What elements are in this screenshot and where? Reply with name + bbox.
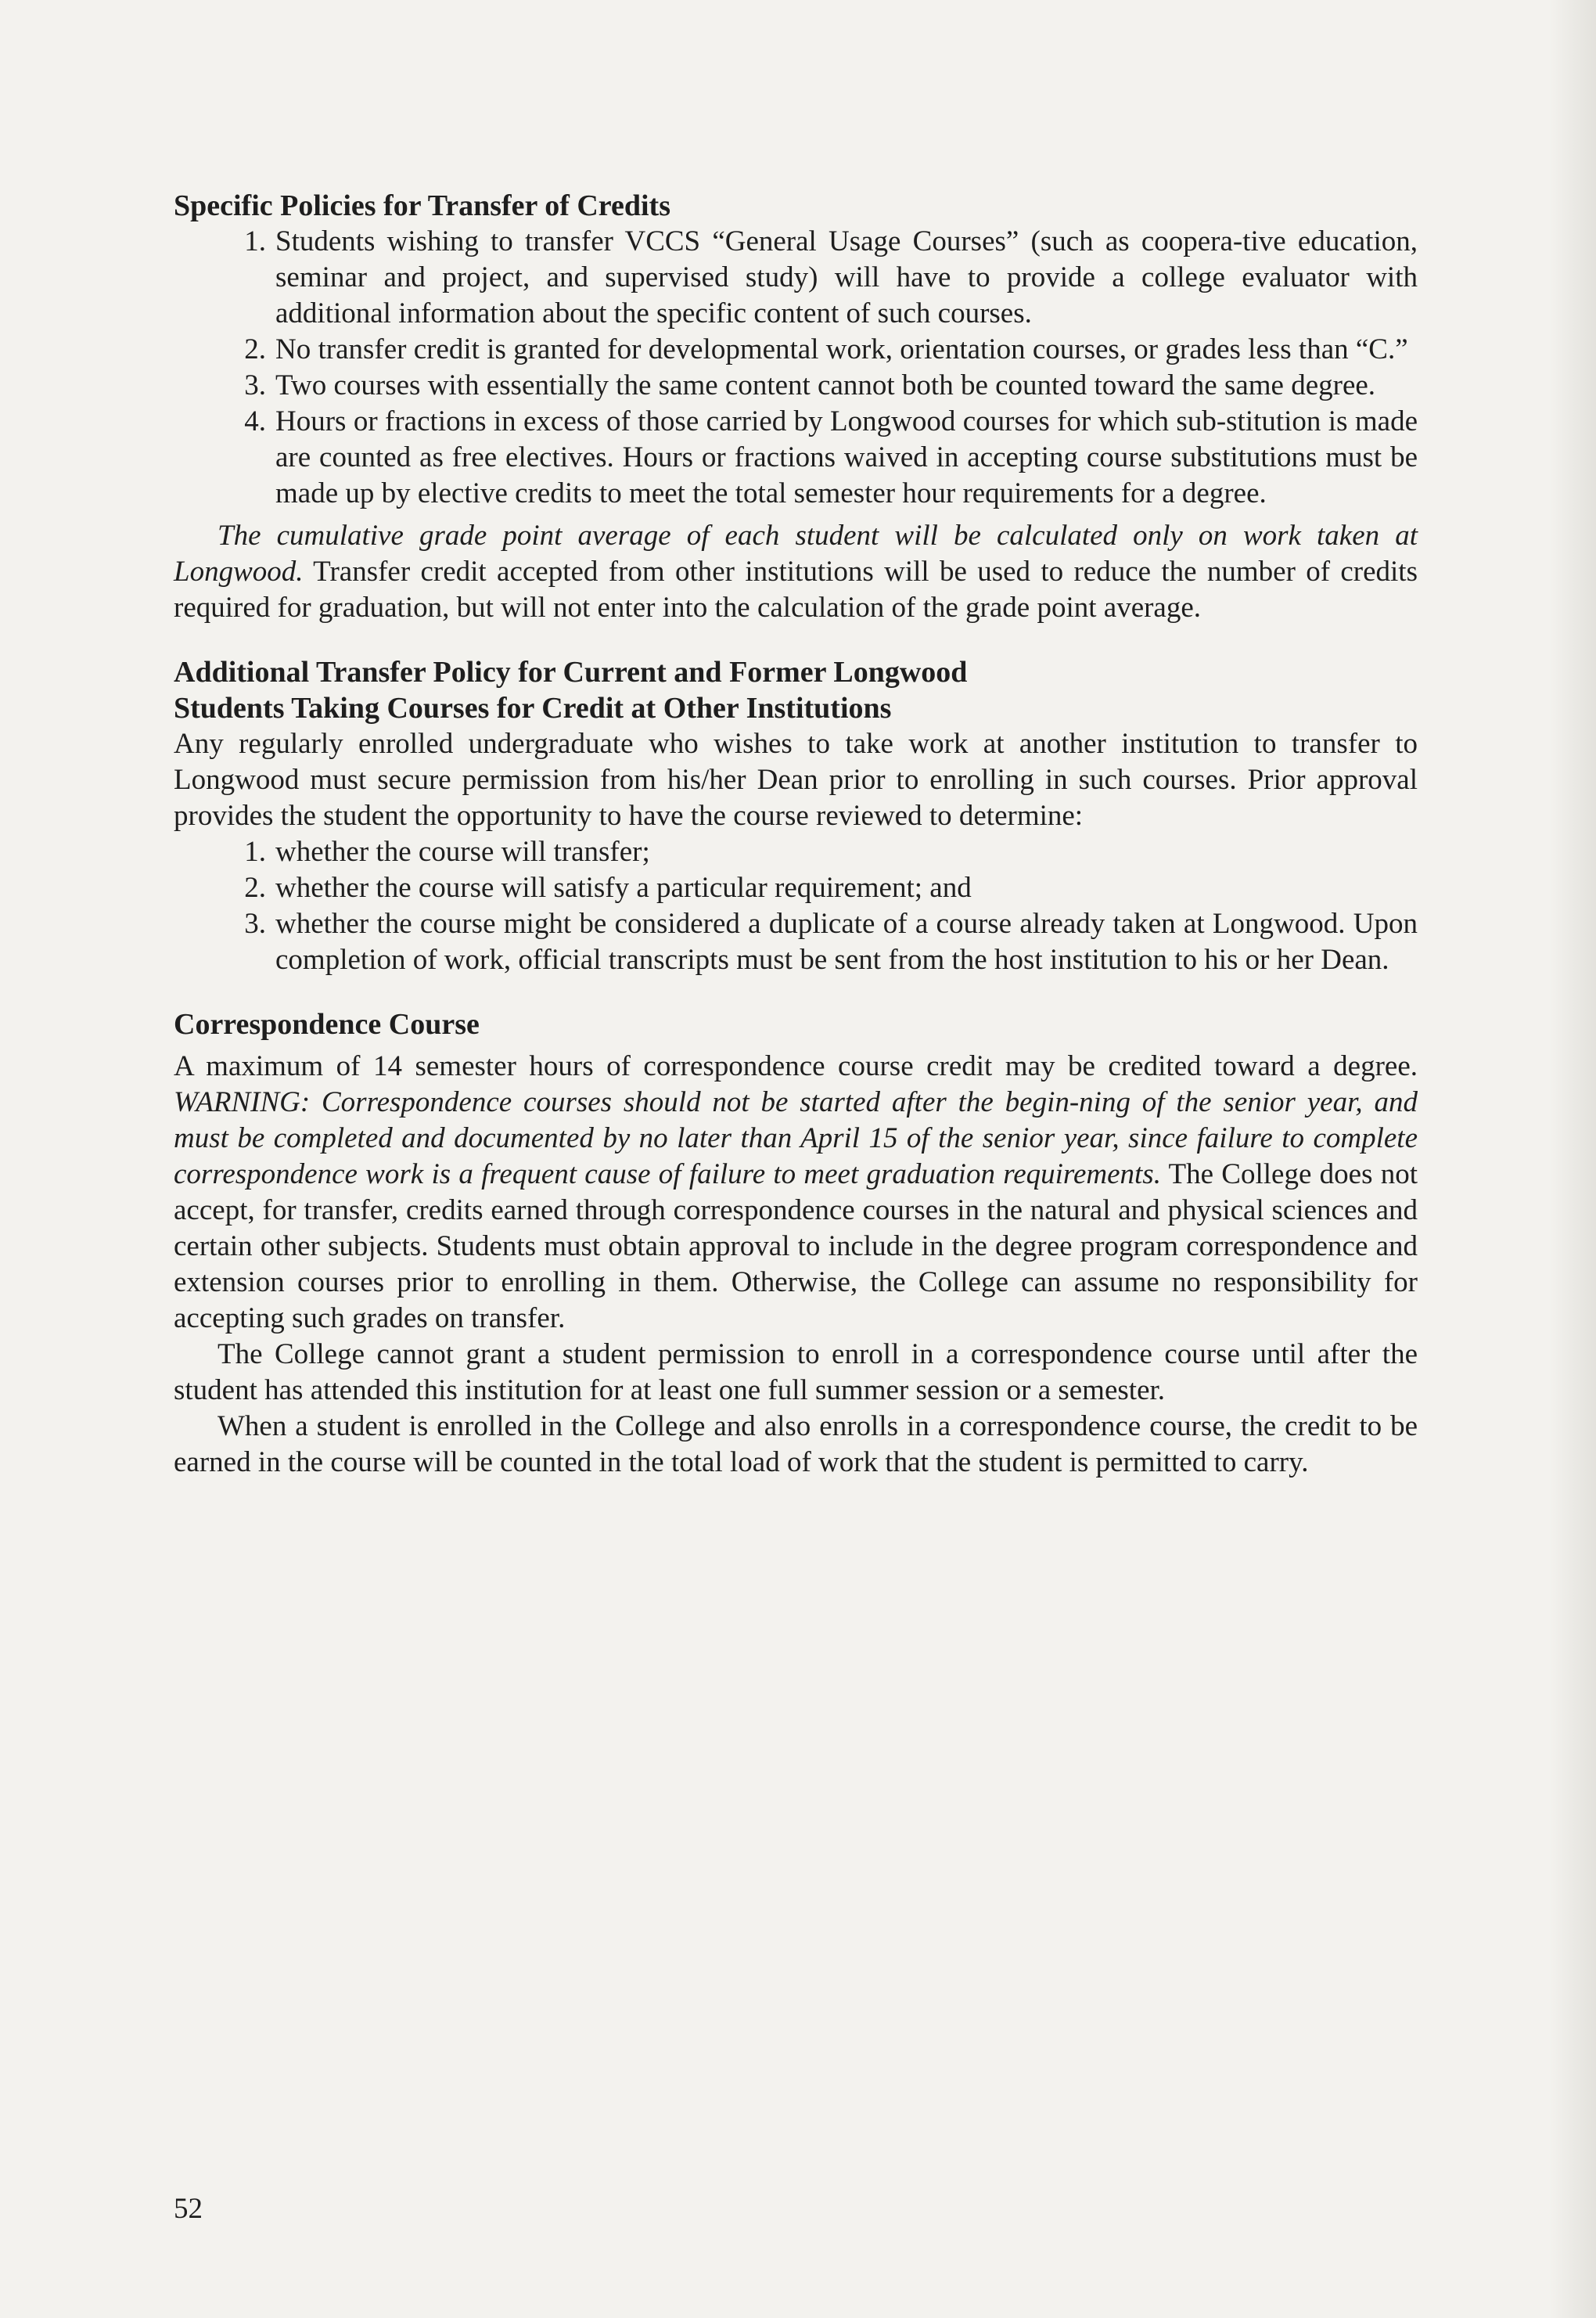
list-item: 1. Students wishing to transfer VCCS “General Usage Courses” (such as coopera-tive education, seminar and project, and supervised study) will have to provide a college evaluator with additional information about the specific content of such courses. [244, 225, 1418, 329]
correspondence-paragraph-2: The College cannot grant a student permission to enroll in a correspondence course until after the student has attended this institution for at least one full summer session or a semester. [174, 1338, 1418, 1406]
transfer-policies-list [174, 224, 1418, 512]
gpa-paragraph: The cumulative grade point average of each student will be calculated only on work taken at Longwood. Transfer credit accepted from other institutions will be used to reduce the number of credits required for graduation, but will not enter into the calculation of the grade point average. [174, 520, 1418, 624]
list-item: 4. Hours or fractions in excess of those carried by Longwood courses for which sub-stitution is made are counted as free electives. Hours or fractions waived in accepting course substitutions must be made up by elective credits to meet the total semester hour requirements for a degree. [244, 405, 1418, 509]
section-heading-correspondence-course: Correspondence Course [174, 1008, 480, 1041]
list-item: 2. whether the course will satisfy a particular requirement; and [244, 872, 972, 904]
review-criteria-list [174, 834, 1418, 978]
additional-policy-intro: Any regularly enrolled undergraduate who wishes to take work at another institution to transfer to Longwood must secure permission from his/her Dean prior to enrolling in such courses. Prior approval provides the student the opportunity to have the course reviewed to determine: [174, 728, 1418, 832]
page-number: 52 [174, 2193, 203, 2225]
list-item: 2. No transfer credit is granted for developmental work, orientation courses, or grades less than “C.” [244, 333, 1408, 365]
list-item: 1. whether the course will transfer; [244, 836, 650, 868]
list-item: 3. Two courses with essentially the same content cannot both be counted toward the same degree. [244, 369, 1376, 401]
page-edge-shadow [1549, 0, 1596, 2318]
section-heading-transfer-credits: Specific Policies for Transfer of Credits [174, 189, 670, 222]
correspondence-paragraph-3: When a student is enrolled in the College and also enrolls in a correspondence course, the credit to be earned in the course will be counted in the total load of work that the student is permitted to carry. [174, 1410, 1418, 1478]
document-body [174, 188, 1418, 1481]
section-heading-additional-transfer-policy: Additional Transfer Policy for Current and Former Longwood Students Taking Courses for Credit at Other Institutions [174, 656, 968, 725]
list-item: 3. whether the course might be considered a duplicate of a course already taken at Longwood. Upon completion of work, official transcripts must be sent from the host institution to his or her Dean. [244, 908, 1418, 976]
correspondence-paragraph-1: A maximum of 14 semester hours of correspondence course credit may be credited toward a degree. WARNING: Correspondence courses should not be started after the begin-ning of the senior year, and must be completed and documented by no later than April 15 of the senior year, since failure to complete correspondence work is a frequent cause of failure to meet graduation requirements. The College does not accept, for transfer, credits earned through correspondence courses in the natural and physical sciences and certain other subjects. Students must obtain approval to include in the degree program correspondence and extension courses prior to enrolling in them. Otherwise, the College can assume no responsibility for accepting such grades on transfer. [174, 1050, 1418, 1334]
